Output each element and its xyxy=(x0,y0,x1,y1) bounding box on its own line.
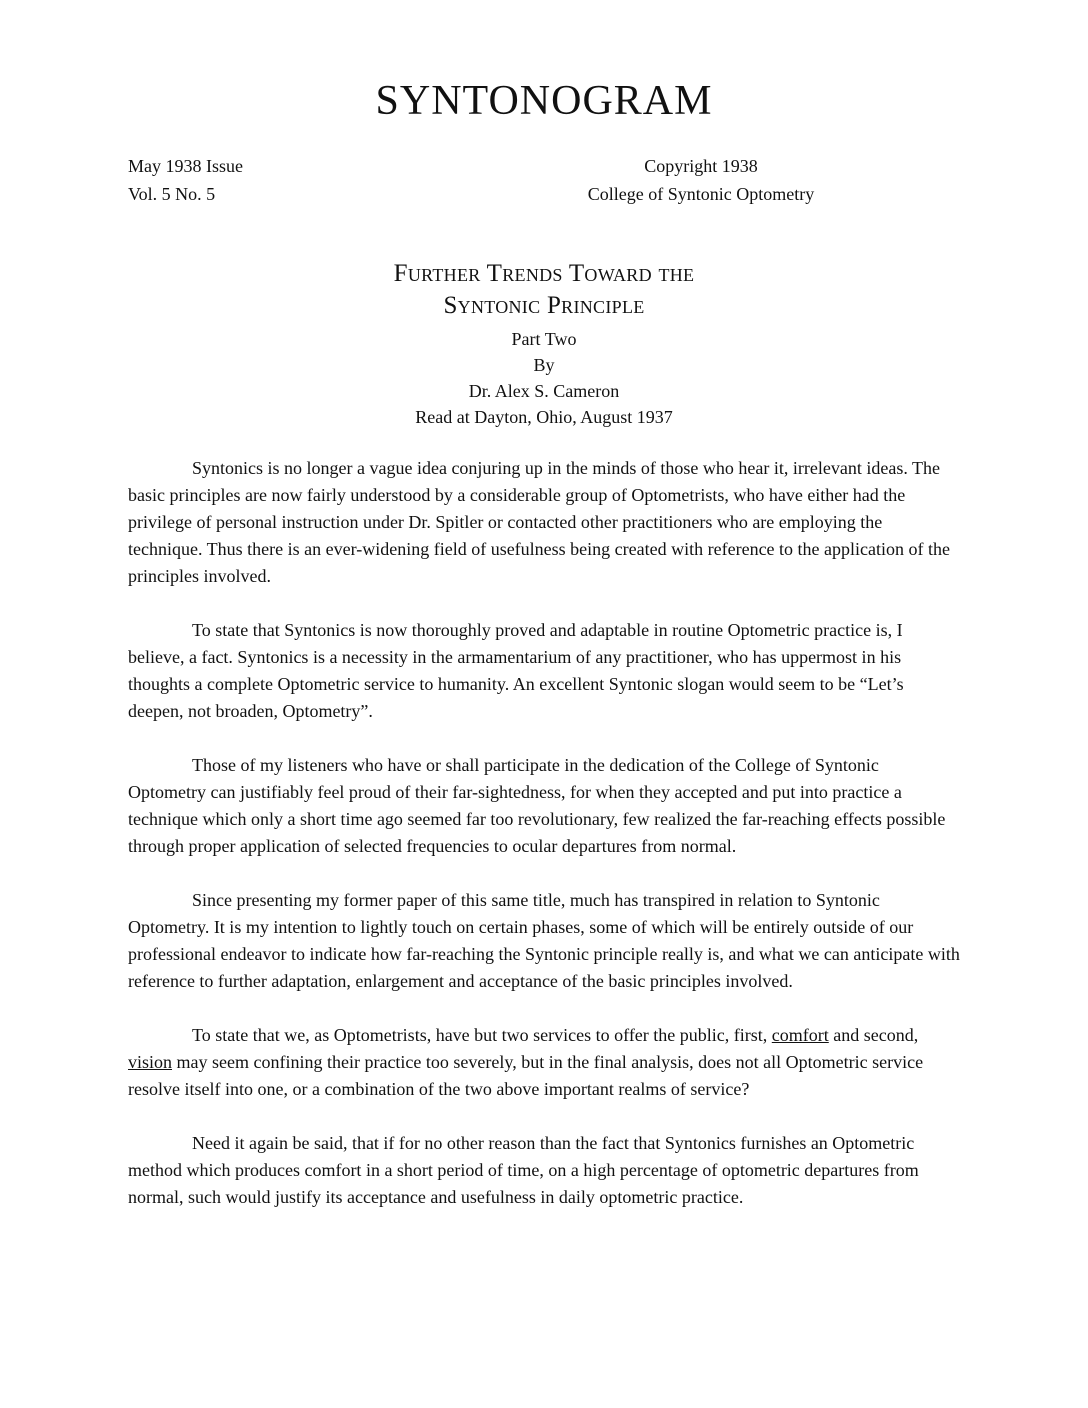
underlined-comfort: comfort xyxy=(771,1025,829,1045)
paragraph-5-text-c: may seem confining their practice too severely, but in the final analysis, does not all Optometric service resolve itself into one, or a combination of the two above important realms of service? xyxy=(128,1052,924,1099)
paragraph-5-text-a: To state that we, as Optometrists, have but two services to offer the public, first, xyxy=(192,1025,772,1045)
author-name: Dr. Alex S. Cameron xyxy=(468,381,620,401)
issue-date: May 1938 Issue xyxy=(128,156,243,176)
article-title-line-2: Syntonic Principle xyxy=(443,292,645,319)
article-part: Part Two xyxy=(511,329,577,349)
paragraph-2: To state that Syntonics is now thoroughly proved and adaptable in routine Optometric practice is, I believe, a fact. Syntonics is a necessity in the armamentarium of any practitioner, who has uppermost in his thoughts a complete Optometric service to humanity. An excellent Syntonic slogan would seem to be “Let’s deepen, not broaden, Optometry”. xyxy=(128,620,904,721)
article-heading xyxy=(0,258,1088,430)
article-body xyxy=(128,455,960,1238)
byline-by: By xyxy=(533,355,555,375)
paragraph-5 xyxy=(128,1022,960,1103)
underlined-vision: vision xyxy=(128,1052,173,1072)
paragraph-1: Syntonics is no longer a vague idea conjuring up in the minds of those who hear it, irrelevant ideas. The basic principles are now fairly understood by a considerable group of Optometrists, who have either had the privilege of personal instruction under Dr. Spitler or contacted other practitioners who are employing the technique. Thus there is an ever-widening field of usefulness being created with reference to the application of the principles involved. xyxy=(128,458,950,586)
copyright-info xyxy=(536,152,866,208)
paragraph-4: Since presenting my former paper of this same title, much has transpired in relation to Syntonic Optometry. It is my intention to lightly touch on certain phases, some of which will be entirely outside of our professional endeavor to indicate how far-reaching the Syntonic principle really is, and what we can anticipate with reference to further adaptation, enlargement and acceptance of the basic principles involved. xyxy=(128,890,960,991)
issue-info xyxy=(128,152,243,208)
volume-number: Vol. 5 No. 5 xyxy=(128,184,216,204)
publication-title: SYNTONOGRAM xyxy=(375,78,713,124)
paragraph-5-text-b: and second, xyxy=(828,1025,919,1045)
copyright-year: Copyright 1938 xyxy=(644,156,758,176)
article-title-line-1: Further Trends Toward the xyxy=(393,260,695,287)
venue-line: Read at Dayton, Ohio, August 1937 xyxy=(415,407,673,427)
paragraph-3: Those of my listeners who have or shall participate in the dedication of the College of Syntonic Optometry can justifiably feel proud of their far-sightedness, for when they accepted and put into practice a technique which only a short time ago seemed far too revolutionary, few realized the far-reaching effects possible through proper application of selected frequencies to ocular departures from normal. xyxy=(128,755,946,856)
publisher: College of Syntonic Optometry xyxy=(587,184,815,204)
paragraph-6: Need it again be said, that if for no other reason than the fact that Syntonics furnishes an Optometric method which produces comfort in a short period of time, on a high percentage of optometric departures from normal, such would justify its acceptance and usefulness in daily optometric practice. xyxy=(128,1133,919,1207)
